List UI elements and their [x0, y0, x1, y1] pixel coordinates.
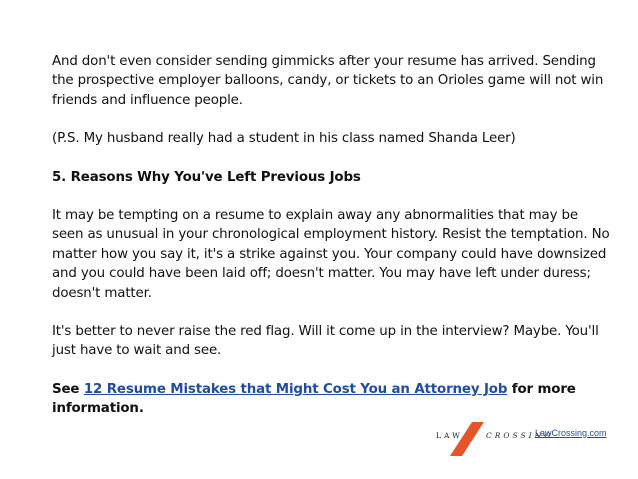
paragraph-gimmicks: And don't even consider sending gimmicks after your resume has arrived. Sending the prospective employer balloons, candy, or tickets to an Orioles game will not win friends and influence people. — [52, 54, 604, 108]
lawcrossing-site-link[interactable]: LawCrossing.com — [535, 428, 607, 438]
article-body — [52, 52, 612, 419]
paragraph-ps-note: (P.S. My husband really had a student in his class named Shanda Leer) — [52, 131, 516, 147]
resume-mistakes-link[interactable]: 12 Resume Mistakes that Might Cost You an Attorney Job — [83, 381, 508, 397]
lawcrossing-logo — [436, 422, 554, 456]
see-more-prefix: See — [52, 381, 84, 397]
section-heading: 5. Reasons Why You've Left Previous Jobs — [52, 169, 361, 185]
paragraph-reasons: It may be tempting on a resume to explain away any abnormalities that may be seen as unusual in your chronological employment history. Resist the temptation. No matter how you say it, it's a strike against you. Your company could have downsized and you could have been laid off; doesn't matter. You may have left under duress; doesn't matter. — [52, 208, 610, 301]
logo-word-law: LAW — [436, 431, 463, 440]
see-more-line — [52, 380, 612, 419]
logo-slash-icon — [450, 422, 484, 456]
paragraph-red-flag: It's better to never raise the red flag. Will it come up in the interview? Maybe. You'll just have to wait and see. — [52, 324, 599, 359]
see-more-suffix: for more information. — [52, 381, 576, 417]
logo-word-crossing: CROSSING — [486, 431, 554, 440]
